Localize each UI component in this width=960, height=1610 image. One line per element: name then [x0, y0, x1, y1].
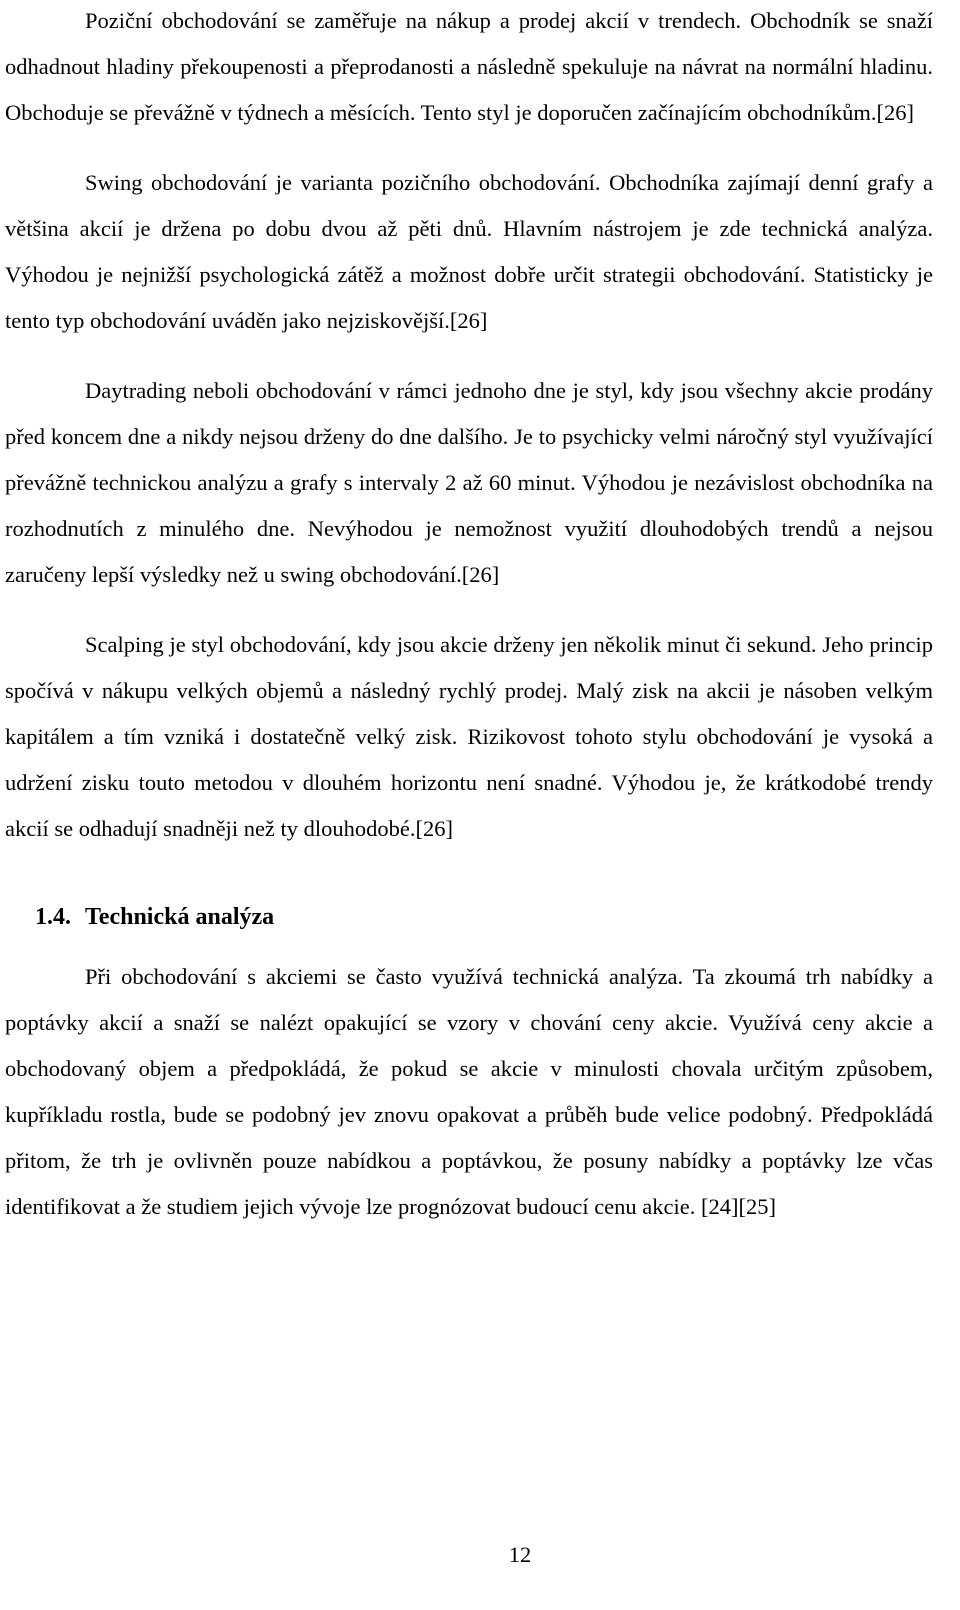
section-title: Technická analýza	[85, 904, 275, 930]
paragraph-scalping: Scalping je styl obchodování, kdy jsou akcie drženy jen několik minut či sekund. Jeho princip spočívá v nákupu velkých objemů a následný rychlý prodej. Malý zisk na akcii je násoben velkým kapitálem a tím vzniká i dostatečně velký zisk. Rizikovost tohoto stylu obchodování je vysoká a udržení zisku touto metodou v dlouhém horizontu není snadné. Výhodou je, že krátkodobé trendy akcií se odhadují snadněji než ty dlouhodobé.[26]	[5, 632, 933, 841]
page-body	[5, 0, 933, 1230]
paragraph-technical-analysis: Při obchodování s akciemi se často využívá technická analýza. Ta zkoumá trh nabídky a poptávky akcií a snaží se nalézt opakující se vzory v chování ceny akcie. Využívá ceny akcie a obchodovaný objem a předpokládá, že pokud se akcie v minulosti chovala určitým způsobem, kupříkladu rostla, bude se podobný jev znovu opakovat a průběh bude velice podobný. Předpokládá přitom, že trh je ovlivněn pouze nabídkou a poptávkou, že posuny nabídky a poptávky lze včas identifikovat a že studiem jejich vývoje lze prognózovat budoucí cenu akcie. [24][25]	[5, 964, 933, 1219]
page-number: 12	[508, 1542, 532, 1567]
section-number: 1.4.	[35, 904, 71, 930]
paragraph-daytrading: Daytrading neboli obchodování v rámci jednoho dne je styl, kdy jsou všechny akcie prodány před koncem dne a nikdy nejsou drženy do dne dalšího. Je to psychicky velmi náročný styl využívající převážně technickou analýzu a grafy s intervaly 2 až 60 minut. Výhodou je nezávislost obchodníka na rozhodnutích z minulého dne. Nevýhodou je nemožnost využití dlouhodobých trendů a nejsou zaručeny lepší výsledky než u swing obchodování.[26]	[5, 378, 933, 587]
paragraph-position-trading: Poziční obchodování se zaměřuje na nákup a prodej akcií v trendech. Obchodník se snaží odhadnout hladiny překoupenosti a přeprodanosti a následně spekuluje na návrat na normální hladinu. Obchoduje se převážně v týdnech a měsících. Tento styl je doporučen začínajícím obchodníkům.[26]	[5, 8, 933, 125]
section-heading	[5, 892, 933, 942]
paragraph-swing-trading: Swing obchodování je varianta pozičního obchodování. Obchodníka zajímají denní grafy a většina akcií je držena po dobu dvou až pěti dnů. Hlavním nástrojem je zde technická analýza. Výhodou je nejnižší psychologická zátěž a možnost dobře určit strategii obchodování. Statisticky je tento typ obchodování uváděn jako nejziskovější.[26]	[5, 170, 933, 333]
